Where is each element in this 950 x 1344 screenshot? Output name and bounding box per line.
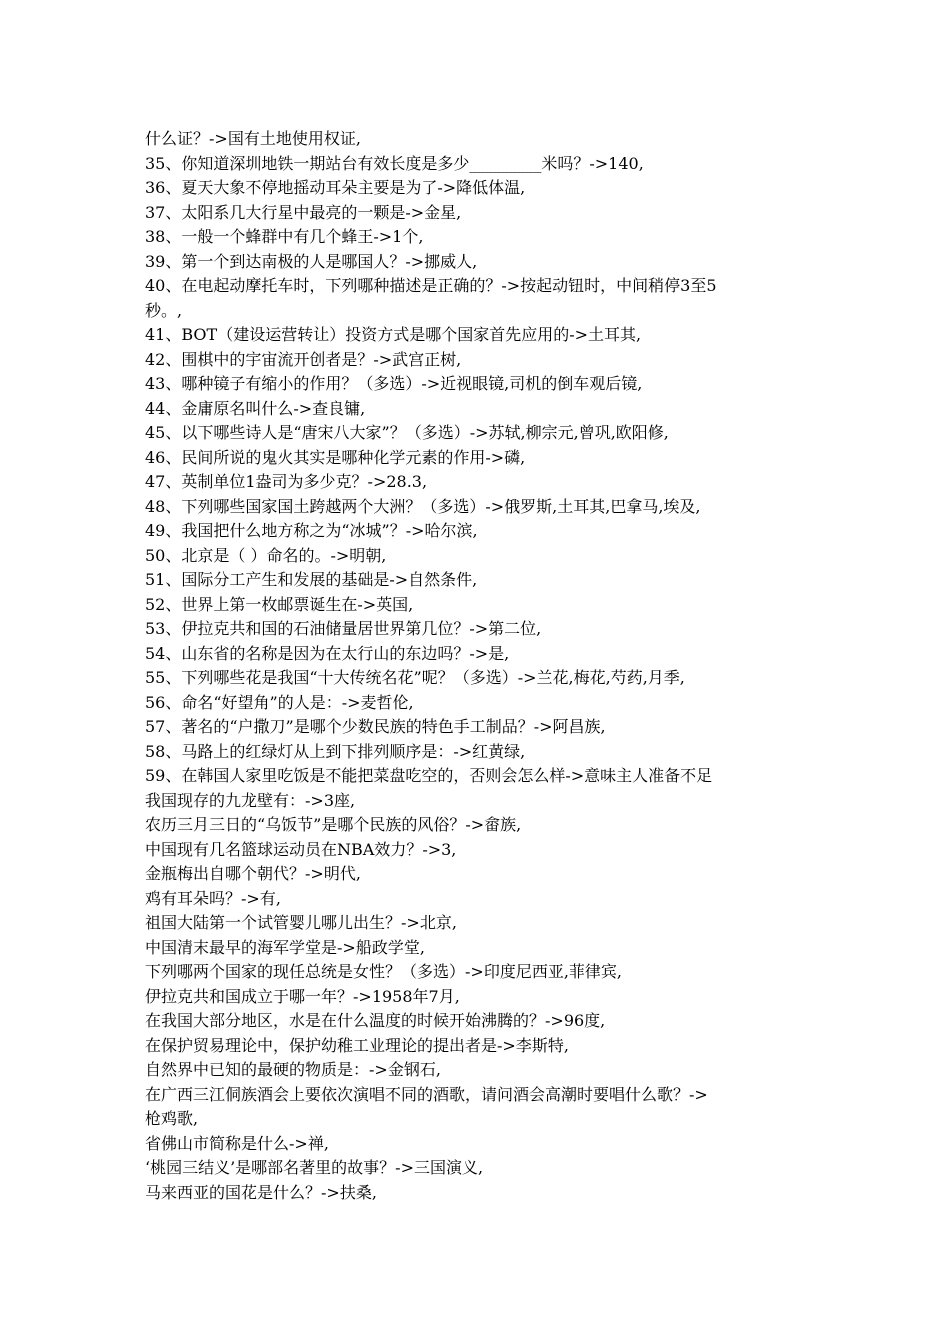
text-line: 48、下列哪些国家国土跨越两个大洲？（多选）->俄罗斯,土耳其,巴拿马,埃及, bbox=[145, 496, 701, 516]
text-line: 在我国大部分地区，水是在什么温度的时候开始沸腾的？->96度, bbox=[145, 1011, 606, 1030]
text-line: 秒。, bbox=[145, 300, 183, 320]
text-line: 马来西亚的国花是什么？->扶桑, bbox=[145, 1182, 377, 1202]
text-line: 45、以下哪些诗人是“唐宋八大家”？（多选）->苏轼,柳宗元,曾巩,欧阳修, bbox=[145, 423, 669, 442]
text-line: 49、我国把什么地方称之为“冰城”？->哈尔滨, bbox=[145, 521, 478, 540]
text-line: 金瓶梅出自哪个朝代？->明代, bbox=[145, 864, 361, 883]
text-line: 58、马路上的红绿灯从上到下排列顺序是：->红黄绿, bbox=[145, 741, 526, 761]
text-line: 37、太阳系几大行星中最亮的一颗是->金星, bbox=[145, 202, 462, 222]
text-line: 伊拉克共和国成立于哪一年？->1958年7月, bbox=[145, 986, 460, 1006]
text-line: 56、命名“好望角”的人是：->麦哲伦, bbox=[145, 692, 414, 712]
text-line: 57、著名的“户撒刀”是哪个少数民族的特色手工制品？->阿昌族, bbox=[145, 717, 606, 736]
text-line: 40、在电起动摩托车时，下列哪种描述是正确的？->按起动钮时，中间稍停3至5 bbox=[145, 276, 717, 295]
text-line: 什么证？->国有土地使用权证, bbox=[145, 129, 361, 148]
text-line: 43、哪种镜子有缩小的作用？（多选）->近视眼镜,司机的倒车观后镜, bbox=[145, 374, 643, 393]
text-line: 下列哪两个国家的现任总统是女性？（多选）->印度尼西亚,菲律宾, bbox=[145, 962, 622, 981]
text-line: ‘桃园三结义’是哪部名著里的故事？->三国演义, bbox=[145, 1158, 484, 1177]
text-line: 农历三月三日的“乌饭节”是哪个民族的风俗？->畲族, bbox=[145, 815, 522, 834]
text-line: 59、在韩国人家里吃饭是不能把菜盘吃空的，否则会怎么样->意味主人准备不足 bbox=[145, 766, 713, 785]
text-line: 我国现存的九龙壁有：->3座, bbox=[145, 790, 356, 810]
text-line: 54、山东省的名称是因为在太行山的东边吗？->是, bbox=[145, 643, 510, 663]
text-line: 53、伊拉克共和国的石油储量居世界第几位？->第二位, bbox=[145, 619, 542, 638]
text-line: 52、世界上第一枚邮票诞生在->英国, bbox=[145, 594, 414, 614]
text-line: 枪鸡歌, bbox=[145, 1109, 199, 1128]
text-line: 46、民间所说的鬼火其实是哪种化学元素的作用->磷, bbox=[145, 447, 526, 467]
document-body bbox=[145, 127, 815, 1205]
text-line: 42、围棋中的宇宙流开创者是？->武宫正树, bbox=[145, 349, 462, 369]
text-line: 41、BOT（建设运营转让）投资方式是哪个国家首先应用的->土耳其, bbox=[145, 325, 642, 344]
text-line: 35、你知道深圳地铁一期站台有效长度是多少_________米吗？->140, bbox=[145, 153, 644, 173]
text-line: 50、北京是（ ）命名的。->明朝, bbox=[145, 545, 387, 565]
text-line: 51、国际分工产生和发展的基础是->自然条件, bbox=[145, 570, 478, 589]
text-line: 36、夏天大象不停地摇动耳朵主要是为了->降低体温, bbox=[145, 178, 526, 197]
text-line: 中国清末最早的海军学堂是->船政学堂, bbox=[145, 937, 425, 957]
text-line: 55、下列哪些花是我国“十大传统名花”呢？（多选）->兰花,梅花,芍药,月季, bbox=[145, 668, 685, 687]
text-line: 中国现有几名篮球运动员在NBA效力？->3, bbox=[145, 839, 457, 859]
text-line: 44、金庸原名叫什么->查良镛, bbox=[145, 398, 366, 418]
text-line: 39、第一个到达南极的人是哪国人？->挪威人, bbox=[145, 251, 478, 271]
text-line: 38、一般一个蜂群中有几个蜂王->1个, bbox=[145, 227, 424, 246]
text-line: 鸡有耳朵吗？->有, bbox=[145, 888, 281, 908]
text-line: 在保护贸易理论中，保护幼稚工业理论的提出者是->李斯特, bbox=[145, 1035, 569, 1055]
text-line: 在广西三江侗族酒会上要依次演唱不同的酒歌，请问酒会高潮时要唱什么歌？-> bbox=[145, 1084, 708, 1104]
text-line: 省佛山市简称是什么->禅, bbox=[145, 1133, 329, 1153]
text-line: 47、英制单位1盎司为多少克？->28.3, bbox=[145, 472, 428, 491]
text-line: 自然界中已知的最硬的物质是：->金钢石, bbox=[145, 1060, 441, 1079]
text-line: 祖国大陆第一个试管婴儿哪儿出生？->北京, bbox=[145, 913, 457, 932]
